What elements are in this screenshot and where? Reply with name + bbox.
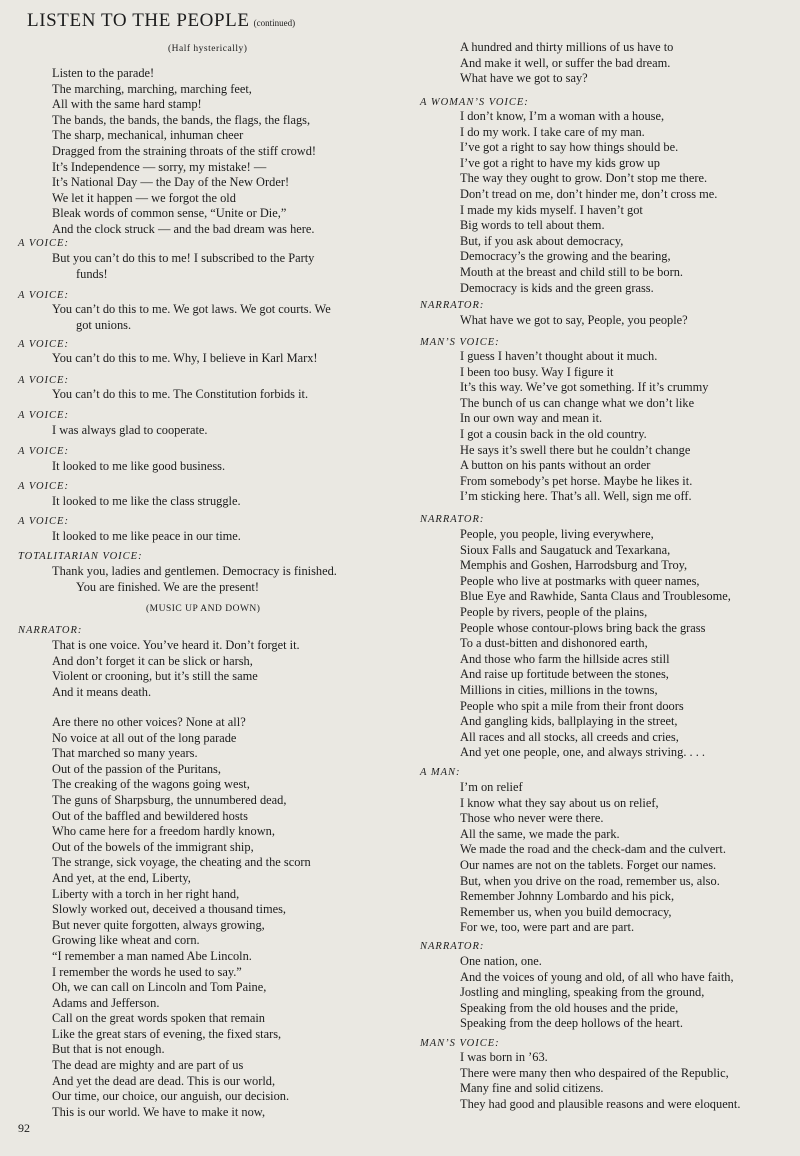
verse-line: I made my kids myself. I haven’t got — [460, 202, 643, 217]
verse-line: What have we got to say, People, you people? — [460, 313, 688, 327]
voice-2-lines — [18, 302, 396, 333]
verse-line: Adams and Jefferson. — [52, 995, 160, 1010]
verse-line: I do my work. I take care of my man. — [460, 124, 645, 139]
verse-line: Democracy is kids and the green grass. — [460, 280, 654, 295]
speaker-a-voice: A VOICE: — [18, 410, 69, 421]
verse-line: It’s National Day — the Day of the New Order! — [52, 175, 290, 190]
voice-1-lines — [18, 251, 396, 282]
speaker-narrator: NARRATOR: — [420, 941, 485, 952]
verse-line: But you can’t do this to me! I subscribed to the Party — [52, 251, 315, 265]
verse-line: It looked to me like good business. — [52, 459, 226, 473]
verse-line: The guns of Sharpsburg, the unnumbered dead, — [52, 792, 287, 807]
verse-line: And don’t forget it can be slick or harsh, — [52, 653, 253, 668]
verse-line: Like the great stars of evening, the fixed stars, — [52, 1026, 282, 1041]
verse-line: One nation, one. — [460, 954, 542, 968]
verse-line: Liberty with a torch in her right hand, — [52, 886, 240, 901]
verse-line: And yet the dead are dead. This is our world, — [52, 1073, 276, 1088]
speaker-a-voice: A VOICE: — [18, 290, 69, 301]
continued-lines — [420, 40, 790, 87]
speaker-a-voice: A VOICE: — [18, 516, 69, 527]
totalitarian-lines — [18, 564, 396, 595]
verse-line: got unions. — [76, 317, 132, 332]
title-note: (continued) — [253, 18, 296, 28]
verse-line: But, if you ask about democracy, — [460, 233, 624, 248]
verse-line: The way they ought to grow. Don’t stop me there. — [460, 171, 708, 186]
verse-line: What have we got to say? — [460, 71, 588, 86]
verse-line: Thank you, ladies and gentlemen. Democracy is finished. — [52, 564, 337, 578]
verse-line: And the voices of young and old, of all who have faith, — [460, 969, 734, 984]
verse-line: Our names are not on the tablets. Forget our names. — [460, 857, 717, 872]
verse-line: For we, too, were part and are part. — [460, 920, 635, 935]
verse-line: Speaking from the old houses and the pride, — [460, 1000, 679, 1015]
narrator-3-lines — [420, 954, 790, 1032]
verse-line: The dead are mighty and are part of us — [52, 1058, 244, 1073]
verse-line: Many fine and solid citizens. — [460, 1081, 604, 1096]
verse-line: Dragged from the straining throats of the stiff crowd! — [52, 143, 317, 158]
man-voice-1-lines — [420, 349, 790, 505]
verse-line: The bunch of us can change what we don’t like — [460, 395, 695, 410]
verse-line: That marched so many years. — [52, 746, 198, 761]
verse-line: People who spit a mile from their front doors — [460, 698, 684, 713]
verse-line: It’s Independence — sorry, my mistake! — — [52, 159, 267, 174]
verse-line: You can’t do this to me. Why, I believe in Karl Marx! — [52, 351, 318, 365]
verse-line: He says it’s swell there but he couldn’t change — [460, 442, 691, 457]
speaker-a-voice: A VOICE: — [18, 375, 69, 386]
verse-line: Democracy’s the growing and the bearing, — [460, 249, 671, 264]
speaker-narrator: NARRATOR: — [420, 300, 485, 311]
verse-line: I was always glad to cooperate. — [52, 423, 208, 437]
verse-line: Who came here for a freedom hardly known, — [52, 824, 275, 839]
verse-line: Slowly worked out, deceived a thousand times, — [52, 902, 287, 917]
verse-line: Out of the baffled and bewildered hosts — [52, 808, 248, 823]
verse-line: But never quite forgotten, always growing, — [52, 917, 265, 932]
man-voice-2-lines — [420, 1050, 790, 1112]
verse-line: People who live at postmarks with queer names, — [460, 573, 700, 588]
verse-line: “I remember a man named Abe Lincoln. — [52, 948, 252, 963]
verse-line: It looked to me like the class struggle. — [52, 494, 241, 508]
speaker-narrator: NARRATOR: — [420, 514, 485, 525]
page-title — [27, 10, 295, 32]
verse-line: And raise up fortitude between the stones, — [460, 667, 669, 682]
verse-line: I’m on relief — [460, 780, 523, 794]
verse-line: From somebody’s pet horse. Maybe he likes it. — [460, 473, 693, 488]
verse-line: I’ve got a right to say how things should be. — [460, 140, 679, 155]
verse-line: Oh, we can call on Lincoln and Tom Paine, — [52, 980, 267, 995]
verse-line: All races and all stocks, all creeds and cries, — [460, 729, 679, 744]
verse-line: And it means death. — [52, 684, 152, 699]
narrator-1-lines — [420, 313, 790, 329]
verse-line: People, you people, living everywhere, — [460, 527, 654, 541]
page-number: 92 — [18, 1121, 30, 1135]
verse-line: This is our world. We have to make it now, — [52, 1104, 266, 1119]
speaker-womans-voice: A WOMAN’S VOICE: — [420, 97, 529, 108]
verse-line: The sharp, mechanical, inhuman cheer — [52, 128, 244, 143]
voice-5-lines — [18, 423, 396, 439]
verse-line: We made the road and the check-dam and the culvert. — [460, 842, 726, 857]
speaker-a-voice: A VOICE: — [18, 238, 69, 249]
speaker-mans-voice: MAN’S VOICE: — [420, 337, 500, 348]
verse-line: You can’t do this to me. We got laws. We got courts. We — [52, 302, 331, 316]
verse-line: In our own way and mean it. — [460, 411, 603, 426]
verse-line: Our time, our choice, our anguish, our decision. — [52, 1089, 290, 1104]
voice-4-lines — [18, 387, 396, 403]
voice-6-lines — [18, 459, 396, 475]
voice-3-lines — [18, 351, 396, 367]
verse-line: Blue Eye and Rawhide, Santa Claus and Troublesome, — [460, 589, 731, 604]
verse-line: Don’t tread on me, don’t hinder me, don’t cross me. — [460, 186, 718, 201]
verse-line: I remember the words he used to say.” — [52, 964, 242, 979]
narrator-lines-b — [18, 715, 396, 1120]
verse-line: Out of the bowels of the immigrant ship, — [52, 839, 254, 854]
verse-line: All the same, we made the park. — [460, 826, 620, 841]
verse-line: Out of the passion of the Puritans, — [52, 761, 221, 776]
verse-line: I know what they say about us on relief, — [460, 795, 659, 810]
verse-line: It’s this way. We’ve got something. If it’s crummy — [460, 380, 709, 395]
verse-line: Speaking from the deep hollows of the heart. — [460, 1016, 683, 1031]
verse-line: I don’t know, I’m a woman with a house, — [460, 109, 665, 123]
verse-line: A button on his pants without an order — [460, 458, 651, 473]
verse-line: It looked to me like peace in our time. — [52, 529, 241, 543]
verse-line: I was born in ’63. — [460, 1050, 548, 1064]
verse-line: And those who farm the hillside acres still — [460, 651, 670, 666]
speaker-totalitarian-voice: TOTALITARIAN VOICE: — [18, 551, 143, 562]
verse-line: The marching, marching, marching feet, — [52, 81, 252, 96]
verse-line: And make it well, or suffer the bad dream. — [460, 55, 671, 70]
verse-line: I been too busy. Way I figure it — [460, 364, 614, 379]
verse-line: No voice at all out of the long parade — [52, 730, 237, 745]
verse-line: But that is not enough. — [52, 1042, 165, 1057]
verse-line: Memphis and Goshen, Harrodsburg and Troy, — [460, 558, 688, 573]
verse-line: And yet, at the end, Liberty, — [52, 870, 191, 885]
verse-line: Bleak words of common sense, “Unite or Die,” — [52, 206, 287, 221]
verse-line: The bands, the bands, the bands, the flags, the flags, — [52, 112, 311, 127]
verse-line: Sioux Falls and Saugatuck and Texarkana, — [460, 542, 671, 557]
speaker-narrator: NARRATOR: — [18, 625, 83, 636]
verse-line: That is one voice. You’ve heard it. Don’t forget it. — [52, 638, 300, 652]
verse-line: Remember Johnny Lombardo and his pick, — [460, 889, 675, 904]
verse-line: Listen to the parade! — [52, 66, 155, 80]
verse-line: The strange, sick voyage, the cheating and the scorn — [52, 855, 311, 870]
verse-line: I guess I haven’t thought about it much. — [460, 349, 658, 363]
verse-line: I’ve got a right to have my kids grow up — [460, 155, 660, 170]
verse-line: There were many then who despaired of the Republic, — [460, 1065, 729, 1080]
verse-line: All with the same hard stamp! — [52, 97, 202, 112]
woman-lines — [420, 109, 790, 296]
verse-line: I got a cousin back in the old country. — [460, 426, 647, 441]
verse-line: The creaking of the wagons going west, — [52, 777, 250, 792]
stage-direction-half-hysterically: (Half hysterically) — [168, 44, 248, 54]
speaker-a-voice: A VOICE: — [18, 446, 69, 457]
stage-direction-music: (MUSIC UP AND DOWN) — [146, 604, 261, 614]
speaker-a-voice: A VOICE: — [18, 481, 69, 492]
verse-line: Remember us, when you build democracy, — [460, 904, 672, 919]
verse-line: And gangling kids, ballplaying in the street, — [460, 714, 678, 729]
narrator-lines-a — [18, 638, 396, 700]
opening-verse — [18, 66, 396, 238]
verse-line: Call on the great words spoken that remain — [52, 1011, 265, 1026]
verse-line: Violent or crooning, but it’s still the same — [52, 669, 258, 684]
verse-line: Are there no other voices? None at all? — [52, 715, 246, 729]
verse-line: Jostling and mingling, speaking from the ground, — [460, 985, 705, 1000]
verse-line: I’m sticking here. That’s all. Well, sign me off. — [460, 489, 692, 504]
verse-line: Big words to tell about them. — [460, 218, 605, 233]
speaker-a-man: A MAN: — [420, 767, 461, 778]
title-text: LISTEN TO THE PEOPLE — [27, 10, 250, 31]
verse-line: And the clock struck — and the bad dream was here. — [52, 221, 315, 236]
verse-line: Mouth at the breast and child still to be born. — [460, 264, 683, 279]
verse-line: People whose contour-plows bring back the grass — [460, 620, 706, 635]
voice-7-lines — [18, 494, 396, 510]
verse-line: And yet one people, one, and always striving. . . . — [460, 745, 706, 760]
verse-line: funds! — [76, 266, 108, 281]
verse-line: Millions in cities, millions in the towns, — [460, 682, 658, 697]
verse-line: We let it happen — we forgot the old — [52, 190, 236, 205]
a-man-lines — [420, 780, 790, 936]
narrator-2-lines — [420, 527, 790, 761]
verse-line: Those who never were there. — [460, 811, 604, 826]
speaker-a-voice: A VOICE: — [18, 339, 69, 350]
speaker-mans-voice: MAN’S VOICE: — [420, 1038, 500, 1049]
verse-line: People by rivers, people of the plains, — [460, 604, 648, 619]
verse-line: To a dust-bitten and dishonored earth, — [460, 636, 648, 651]
verse-line: A hundred and thirty millions of us have to — [460, 40, 674, 54]
verse-line: You are finished. We are the present! — [76, 579, 259, 594]
voice-8-lines — [18, 529, 396, 545]
verse-line: You can’t do this to me. The Constitution forbids it. — [52, 387, 309, 401]
verse-line: They had good and plausible reasons and were eloquent. — [460, 1096, 741, 1111]
verse-line: But, when you drive on the road, remember us, also. — [460, 873, 720, 888]
verse-line: Growing like wheat and corn. — [52, 933, 200, 948]
